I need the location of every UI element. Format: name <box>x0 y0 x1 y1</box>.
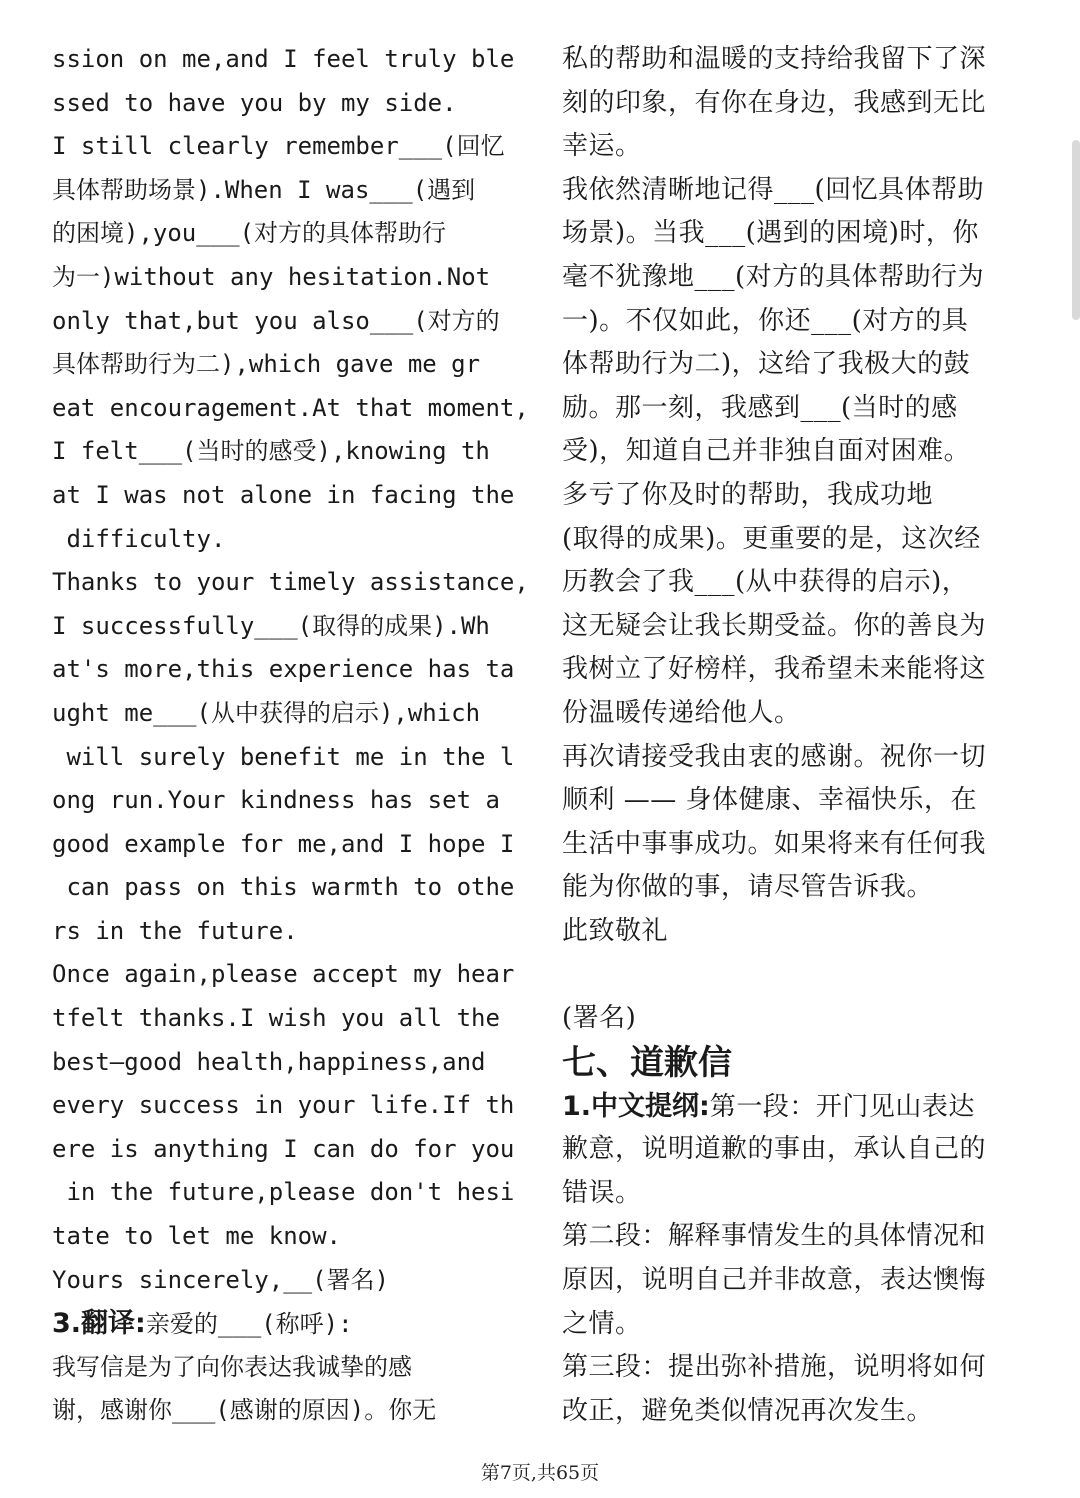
text-line: 份温暖传递给他人。 <box>562 697 801 728</box>
text-line: 刻的印象，有你在身边，我感到无比 <box>562 87 987 118</box>
text-line: rs in the future. <box>52 916 298 945</box>
text-line: 具体帮助行为二),which gave me gr <box>52 350 481 379</box>
outline-heading-line <box>562 1085 1034 1129</box>
scrollbar[interactable] <box>1072 140 1080 320</box>
signature-line: (署名) <box>562 1003 637 1034</box>
text-line: (取得的成果)。更重要的是，这次经 <box>562 523 981 554</box>
text-line: ong run.Your kindness has set a <box>52 786 500 815</box>
right-column <box>562 38 1034 1433</box>
text-line: Once again,please accept my hear <box>52 960 515 989</box>
translation-heading-line <box>52 1302 524 1346</box>
outline-label: 1.中文提纲: <box>562 1090 710 1122</box>
text-line: I felt___(当时的感受),knowing th <box>52 437 490 466</box>
text-line: ssion on me,and I feel truly ble <box>52 45 515 73</box>
chinese-translation-text <box>562 38 1034 953</box>
text-line: 能为你做的事，请尽管告诉我。 <box>562 872 934 903</box>
text-line: 第三段：提出弥补措施，说明将如何 <box>562 1352 987 1383</box>
text-line: 多亏了你及时的帮助，我成功地 <box>562 479 934 510</box>
text-line: 第二段：解释事情发生的具体情况和 <box>562 1221 987 1252</box>
text-line: 为一)without any hesitation.Not <box>52 262 491 291</box>
text-line: difficulty. <box>52 524 226 553</box>
text-line: 场景)。当我___(遇到的困境)时，你 <box>562 218 979 249</box>
blank-line <box>562 953 1034 997</box>
text-line: tfelt thanks.I wish you all the <box>52 1004 500 1033</box>
text-line: 生活中事事成功。如果将来有任何我 <box>562 828 987 859</box>
text-line: 之情。 <box>562 1308 642 1339</box>
page-footer: 第7页,共65页 <box>480 1462 600 1484</box>
text-line: best—good health,happiness,and <box>52 1047 486 1076</box>
section-heading: 七、道歉信 <box>562 1042 732 1083</box>
translation-text <box>52 1346 524 1433</box>
text-line: 这无疑会让我长期受益。你的善良为 <box>562 610 987 641</box>
text-line: 体帮助行为二)，这给了我极大的鼓 <box>562 349 971 380</box>
outline-first-text: 第一段：开门见山表达 <box>709 1091 975 1122</box>
text-line: ssed to have you by my side. <box>52 88 457 117</box>
text-line: will surely benefit me in the l <box>52 742 515 771</box>
text-line: 错误。 <box>562 1177 642 1208</box>
text-line: good example for me,and I hope I <box>52 829 515 858</box>
text-line: Thanks to your timely assistance, <box>52 568 529 597</box>
text-line: 毫不犹豫地___(对方的具体帮助行为 <box>562 261 985 292</box>
text-line: tate to let me know. <box>52 1222 341 1251</box>
english-letter-text <box>52 38 529 1302</box>
text-line: 一)。不仅如此，你还___(对方的具 <box>562 305 969 336</box>
text-line: only that,but you also___(对方的 <box>52 306 500 335</box>
text-line: I still clearly remember___(回忆 <box>52 132 505 161</box>
text-line: 此致敬礼 <box>562 915 669 946</box>
text-line: 励。那一刻，我感到___(当时的感 <box>562 392 958 423</box>
text-line: 我依然清晰地记得___(回忆具体帮助 <box>562 174 985 205</box>
text-line: eat encouragement.At that moment, <box>52 393 529 422</box>
text-line: 具体帮助场景).When I was___(遇到 <box>52 175 476 204</box>
text-line: 我树立了好榜样，我希望未来能将这 <box>562 654 987 685</box>
text-line: ught me___(从中获得的启示),which <box>52 698 481 727</box>
text-line: can pass on this warmth to othe <box>52 873 515 902</box>
translation-salutation: 亲爱的___(称呼): <box>145 1310 353 1339</box>
text-line: 幸运。 <box>562 131 642 162</box>
text-line: at's more,this experience has ta <box>52 655 515 684</box>
text-line: 谢，感谢你___(感谢的原因)。你无 <box>52 1396 437 1425</box>
text-line: ere is anything I can do for you <box>52 1134 515 1163</box>
text-line: 的困境),you___(对方的具体帮助行 <box>52 219 447 248</box>
text-line: I successfully___(取得的成果).Wh <box>52 611 490 640</box>
text-line: 歉意，说明道歉的事由，承认自己的 <box>562 1134 987 1165</box>
text-line: 再次请接受我由衷的感谢。祝你一切 <box>562 741 987 772</box>
outline-text <box>562 1128 1034 1433</box>
text-line: 私的帮助和温暖的支持给我留下了深 <box>562 44 987 74</box>
text-line: 改正，避免类似情况再次发生。 <box>562 1395 934 1426</box>
text-line: Yours sincerely,__(署名) <box>52 1265 389 1294</box>
text-line: 顺利 —— 身体健康、幸福快乐，在 <box>562 785 978 816</box>
text-line: at I was not alone in facing the <box>52 480 515 509</box>
left-column <box>52 38 529 1433</box>
text-line: 我写信是为了向你表达我诚挚的感 <box>52 1352 412 1381</box>
translation-label: 3.翻译: <box>52 1308 146 1340</box>
text-line: 原因，说明自己并非故意，表达懊悔 <box>562 1265 987 1296</box>
text-line: 受)，知道自己并非独自面对困难。 <box>562 436 971 467</box>
text-line: every success in your life.If th <box>52 1091 515 1120</box>
text-line: in the future,please don't hesi <box>52 1178 515 1207</box>
text-line: 历教会了我___(从中获得的启示)， <box>562 567 969 598</box>
